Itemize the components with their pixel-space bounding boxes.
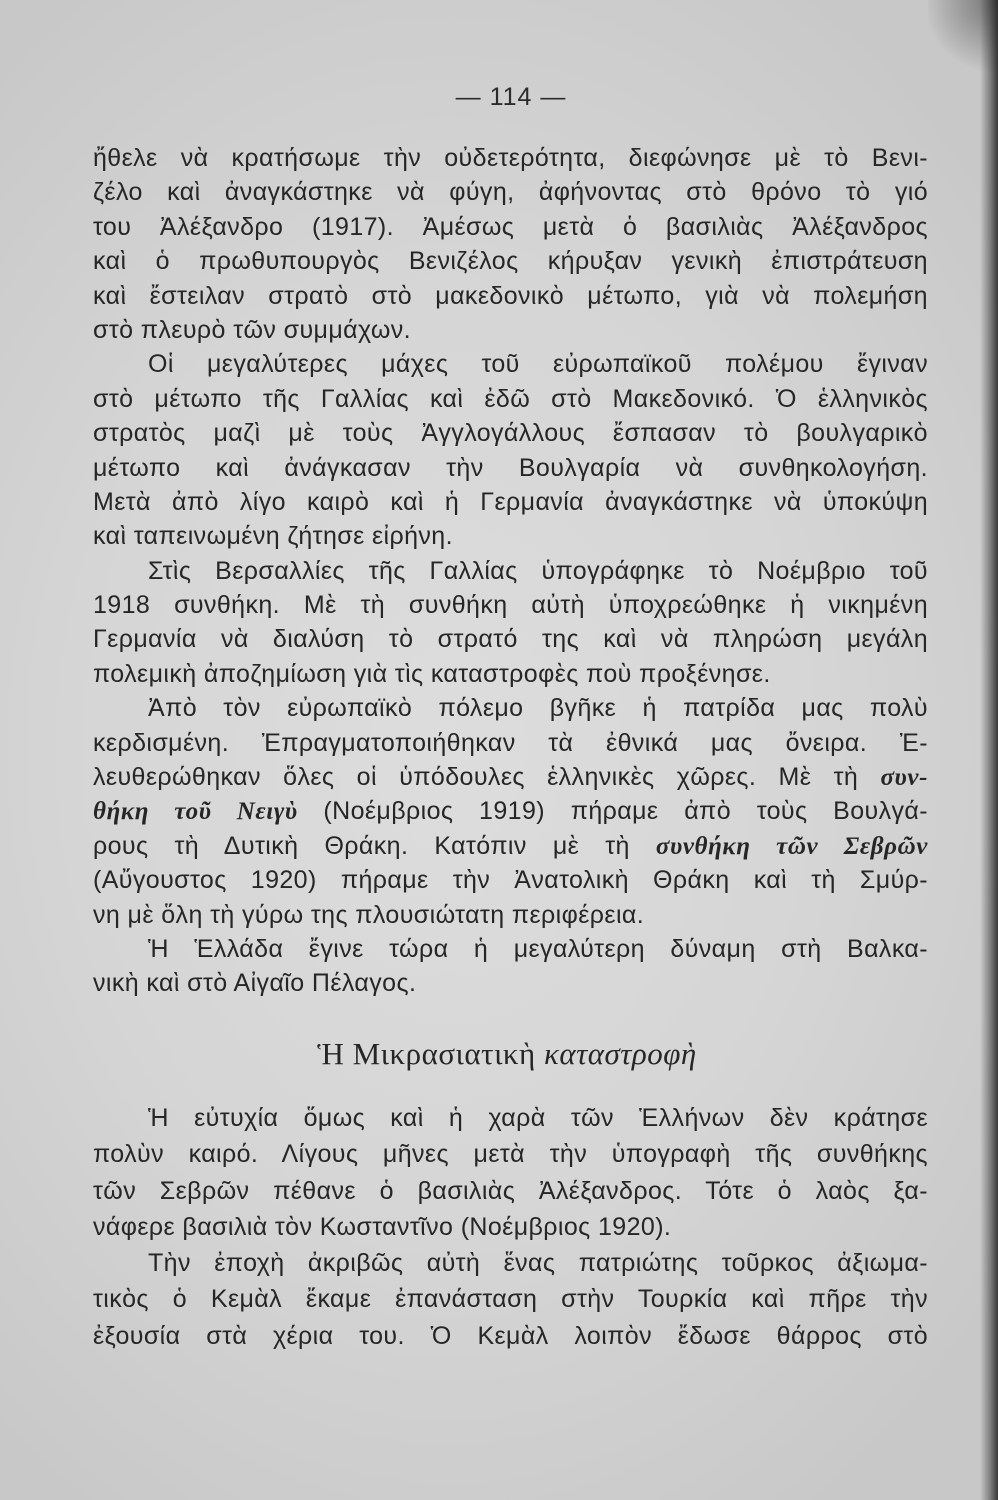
paragraph [93,1100,928,1245]
text-line: νικὴ καὶ στὸ Αἰγαῖο Πέλαγος. [93,969,417,998]
paragraph [93,141,928,347]
text-block [93,141,928,1001]
text-span: ρους τὴ Δυτικὴ Θράκη. Κατόπιν μὲ τὴ [93,831,656,860]
text-line: καὶ ταπεινωμένη ζήτησε εἰρήνη. [93,522,453,551]
text-span: λευθερώθηκαν ὅλες οἱ ὑπόδουλες ἑλληνικὲς χῶρες. Μὲ τὴ [93,763,881,792]
text-line: στρατὸς μαζὶ μὲ τοὺς Ἀγγλογάλλους ἔσπασαν τὸ βουλγαρικὸ [93,419,928,448]
text-line: καὶ ὁ πρωθυπουργὸς Βενιζέλος κήρυξαν γενικὴ ἐπιστράτευση [93,247,928,276]
italic-text: συν- [880,764,928,792]
text-line: ζέλο καὶ ἀναγκάστηκε νὰ φύγη, ἀφήνοντας στὸ θρόνο τὸ γιό [93,178,928,207]
text-line: Ἀπὸ τὸν εὐρωπαϊκὸ πόλεμο βγῆκε ἡ πατρίδα μας πολὺ [148,694,928,723]
text-line: τικὸς ὁ Κεμὰλ ἔκαμε ἐπανάσταση στὴν Τουρκία καὶ πῆρε τὴν [93,1285,928,1314]
text-line: στὸ μέτωπο τῆς Γαλλίας καὶ ἐδῶ στὸ Μακεδονικό. Ὁ ἑλληνικὸς [93,384,928,413]
italic-text: θήκη τοῦ Νειγὺ [93,798,298,826]
paragraph [93,347,928,553]
text-line: του Ἀλέξανδρο (1917). Ἀμέσως μετὰ ὁ βασιλιὰς Ἀλέξανδρος [93,212,928,241]
page-number: — 114 — [455,83,567,111]
heading-roman-text: Ἡ Μικρασιατικὴ [317,1036,536,1071]
text-line: κερδισμένη. Ἐπραγματοποιήθηκαν τὰ ἐθνικά μας ὄνειρα. Ἐ- [93,728,928,757]
text-line: 1918 συνθήκη. Μὲ τὴ συνθήκη αὐτὴ ὑποχρεώθηκε ἡ νικημένη [93,591,928,620]
italic-text: συνθήκη τῶν Σεβρῶν [655,832,928,860]
text-line: Μετὰ ἀπὸ λίγο καιρὸ καὶ ἡ Γερμανία ἀναγκάστηκε νὰ ὑποκύψη [93,487,928,516]
text-line: πολεμικὴ ἀποζημίωση γιὰ τὶς καταστροφὲς ποὺ προξένησε. [93,659,771,688]
text-line: Ἡ Ἑλλάδα ἔγινε τώρα ἡ μεγαλύτερη δύναμη στὴ Βαλκα- [148,934,928,963]
paragraph [93,554,928,692]
text-line: ἤθελε νὰ κρατήσωμε τὴν οὐδετερότητα, διεφώνησε μὲ τὸ Βενι- [93,144,928,172]
paragraph [93,932,928,1001]
paper-corner-shadow [928,0,998,80]
paragraph [93,1245,928,1354]
text-line: (Αὔγουστος 1920) πήραμε τὴν Ἀνατολικὴ Θράκη καὶ τὴ Σμύρ- [93,866,928,895]
text-line [93,760,928,794]
text-line: πολὺν καιρό. Λίγους μῆνες μετὰ τὴν ὑπογραφὴ τῆς συνθήκης [93,1140,928,1169]
text-line: Γερμανία νὰ διαλύση τὸ στρατό της καὶ νὰ πληρώση μεγάλη [93,625,928,654]
text-line [93,794,928,828]
text-line: στὸ πλευρὸ τῶν συμμάχων. [93,315,412,344]
text-line: Τὴν ἐποχὴ ἀκριβῶς αὐτὴ ἕνας πατριώτης τοῦρκος ἀξιωμα- [148,1249,928,1278]
text-line: καὶ ἔστειλαν στρατὸ στὸ μακεδονικὸ μέτωπο, γιὰ νὰ πολεμήση [93,281,928,310]
text-line: νάφερε βασιλιὰ τὸν Κωσταντῖνο (Νοέμβριος 1920). [93,1212,672,1241]
text-line: ἐξουσία στὰ χέρια του. Ὁ Κεμὰλ λοιπὸν ἔδωσε θάρρος στὸ [93,1321,928,1350]
text-line: νη μὲ ὅλη τὴ γύρω της πλουσιώτατη περιφέρεια. [93,900,645,929]
text-span: (Νοέμβριος 1919) πήραμε ἀπὸ τοὺς Βουλγά- [297,797,928,826]
text-line: Ἡ εὐτυχία ὅμως καὶ ἡ χαρὰ τῶν Ἑλλήνων δὲν κράτησε [148,1104,928,1132]
heading-italic-text: καταστροφὴ [544,1036,697,1071]
text-block [93,1100,928,1354]
text-line: Οἱ μεγαλύτερες μάχες τοῦ εὐρωπαϊκοῦ πολέμου ἔγιναν [148,350,928,379]
text-line: τῶν Σεβρῶν πέθανε ὁ βασιλιὰς Ἀλέξανδρος. Τότε ὁ λαὸς ξα- [93,1176,928,1205]
text-line: μέτωπο καὶ ἀνάγκασαν τὴν Βουλγαρία νὰ συνθηκολογήση. [93,453,928,482]
text-line [93,829,928,863]
paragraph [93,691,928,932]
section-heading [8,1034,998,1074]
paper-edge [980,0,998,1500]
text-line: Στὶς Βερσαλλίες τῆς Γαλλίας ὑπογράφηκε τὸ Νοέμβριο τοῦ [148,556,928,585]
